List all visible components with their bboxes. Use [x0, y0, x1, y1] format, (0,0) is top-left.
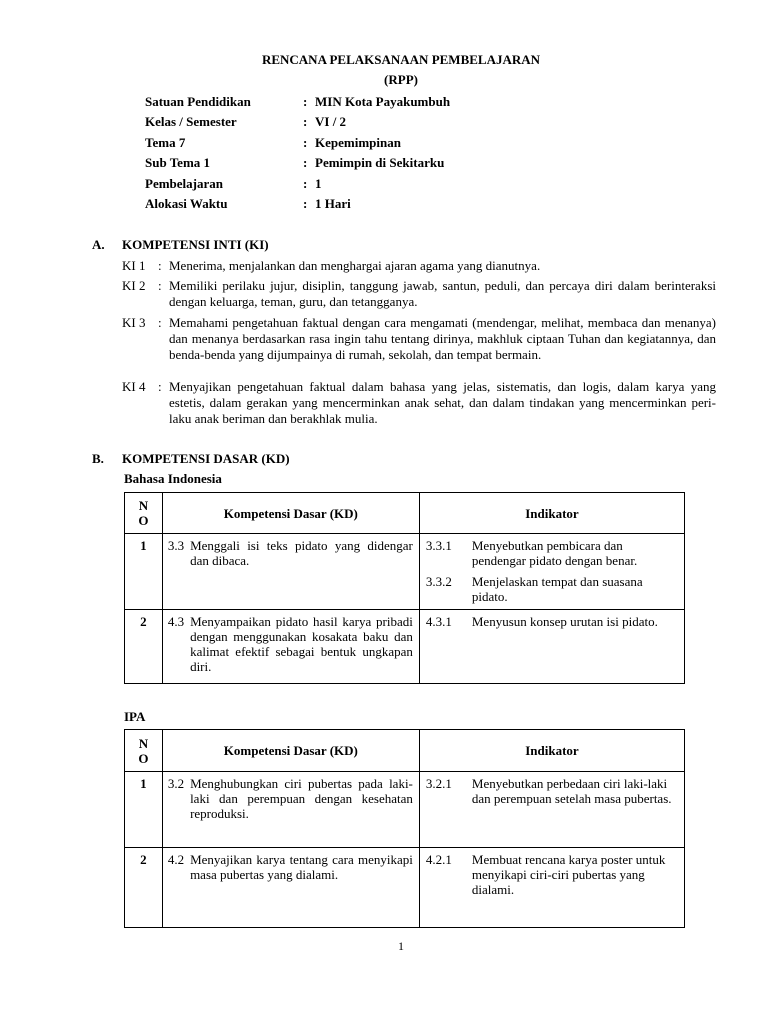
ki-label: KI 3	[122, 315, 146, 330]
kd-cell	[162, 610, 419, 684]
identity-colon: :	[303, 135, 308, 150]
section-b-title: KOMPETENSI DASAR (KD)	[122, 451, 290, 466]
ki-text: Menyajikan pengetahuan faktual dalam bahasa yang jelas, sistematis, dan logis, dalam karya yang estetis, dalam gerakan yang mencerminkan anak sehat, dan dalam tindakan yang mencerminkan peri-laku anak beriman dan berakhlak mulia.	[169, 379, 716, 426]
table-row	[125, 534, 685, 610]
kd-table	[124, 492, 685, 684]
indicator-text: Menyusun konsep urutan isi pidato.	[471, 614, 658, 629]
identity-label: Kelas / Semester	[145, 114, 237, 129]
kd-number: 3.2	[167, 776, 185, 791]
identity-colon: :	[303, 196, 308, 211]
indicator-cell	[419, 534, 684, 610]
identity-value: MIN Kota Payakumbuh	[315, 94, 451, 109]
indicator-text: Menjelaskan tempat dan suasana pidato.	[471, 574, 643, 604]
indicator-cell	[419, 610, 684, 684]
identity-colon: :	[303, 94, 308, 109]
indicator-number: 4.3.1	[425, 614, 452, 629]
identity-label: Sub Tema 1	[145, 155, 211, 170]
ki-colon: :	[158, 315, 162, 330]
kd-cell	[162, 772, 419, 848]
indicator-number: 3.2.1	[425, 776, 452, 791]
section-a-letter: A.	[92, 237, 105, 252]
table-row	[125, 772, 685, 848]
kd-number: 4.2	[167, 852, 185, 867]
table-row	[125, 610, 685, 684]
kd-cell	[162, 848, 419, 928]
identity-value: Pemimpin di Sekitarku	[315, 155, 445, 170]
identity-label: Tema 7	[145, 135, 186, 150]
document-title: RENCANA PELAKSANAAN PEMBELAJARAN	[261, 52, 541, 67]
indicator-number: 4.2.1	[425, 852, 452, 867]
header-no: N O	[125, 493, 163, 534]
table-header-row	[125, 493, 685, 534]
row-number: 1	[125, 534, 163, 610]
ki-label: KI 1	[122, 258, 146, 273]
ki-text: Menerima, menjalankan dan menghargai ajaran agama yang dianutnya.	[169, 258, 541, 273]
ki-label: KI 4	[122, 379, 146, 394]
identity-value: 1	[315, 176, 322, 191]
header-no: N O	[125, 730, 163, 772]
identity-label: Satuan Pendidikan	[145, 94, 251, 109]
kd-text: Menggali isi teks pidato yang didengar dan dibaca.	[190, 538, 413, 568]
header-kd: Kompetensi Dasar (KD)	[162, 493, 419, 534]
identity-colon: :	[303, 176, 308, 191]
document-subtitle: (RPP)	[384, 72, 418, 87]
indicator-text: Membuat rencana karya poster untuk menyikapi ciri-ciri pubertas yang dialami.	[471, 852, 666, 897]
subject-title: IPA	[124, 709, 146, 724]
section-b-letter: B.	[92, 451, 104, 466]
ki-colon: :	[158, 258, 162, 273]
ki-label: KI 2	[122, 278, 146, 293]
identity-label: Alokasi Waktu	[145, 196, 228, 211]
kd-text: Menghubungkan ciri pubertas pada laki-laki dan perempuan dengan kesehatan reproduksi.	[190, 776, 413, 821]
header-kd: Kompetensi Dasar (KD)	[162, 730, 419, 772]
section-a-title: KOMPETENSI INTI (KI)	[122, 237, 269, 252]
identity-value: Kepemimpinan	[315, 135, 401, 150]
identity-label: Pembelajaran	[145, 176, 223, 191]
indicator-cell	[419, 848, 684, 928]
kd-cell	[162, 534, 419, 610]
table-header-row	[125, 730, 685, 772]
indicator-text: Menyebutkan perbedaan ciri laki-laki dan perempuan setelah masa pubertas.	[471, 776, 672, 806]
identity-colon: :	[303, 155, 308, 170]
row-number: 2	[125, 848, 163, 928]
kd-number: 3.3	[167, 538, 185, 553]
ki-text: Memahami pengetahuan faktual dengan cara mengamati (mendengar, melihat, membaca dan menanya) dan menanya berdasarkan rasa ingin tahu tentang dirinya, makhluk ciptaan Tuhan dan kegiatannya, dan benda-benda yang dijumpainya di rumah, sekolah, dan tempat bermain.	[169, 315, 716, 362]
indicator-number: 3.3.2	[425, 574, 452, 589]
ki-colon: :	[158, 379, 162, 394]
header-indicator: Indikator	[419, 730, 684, 772]
ki-text: Memiliki perilaku jujur, disiplin, tanggung jawab, santun, peduli, dan percaya diri dalam berinteraksi dengan keluarga, teman, guru, dan tetangganya.	[169, 278, 716, 309]
indicator-number: 3.3.1	[425, 538, 452, 553]
header-indicator: Indikator	[419, 493, 684, 534]
kd-table	[124, 729, 685, 928]
row-number: 1	[125, 772, 163, 848]
identity-colon: :	[303, 114, 308, 129]
indicator-text: Menyebutkan pembicara dan pendengar pidato dengan benar.	[471, 538, 638, 568]
indicator-cell	[419, 772, 684, 848]
page-number: 1	[398, 939, 404, 953]
ki-colon: :	[158, 278, 162, 293]
kd-number: 4.3	[167, 614, 185, 629]
subject-title: Bahasa Indonesia	[124, 471, 222, 486]
table-row	[125, 848, 685, 928]
kd-text: Menyampaikan pidato hasil karya pribadi dengan menggunakan kosakata baku dan kalimat efektif sebagai bentuk ungkapan diri.	[190, 614, 413, 674]
row-number: 2	[125, 610, 163, 684]
identity-value: VI / 2	[315, 114, 347, 129]
kd-text: Menyajikan karya tentang cara menyikapi masa pubertas yang dialami.	[190, 852, 413, 882]
identity-value: 1 Hari	[315, 196, 351, 211]
